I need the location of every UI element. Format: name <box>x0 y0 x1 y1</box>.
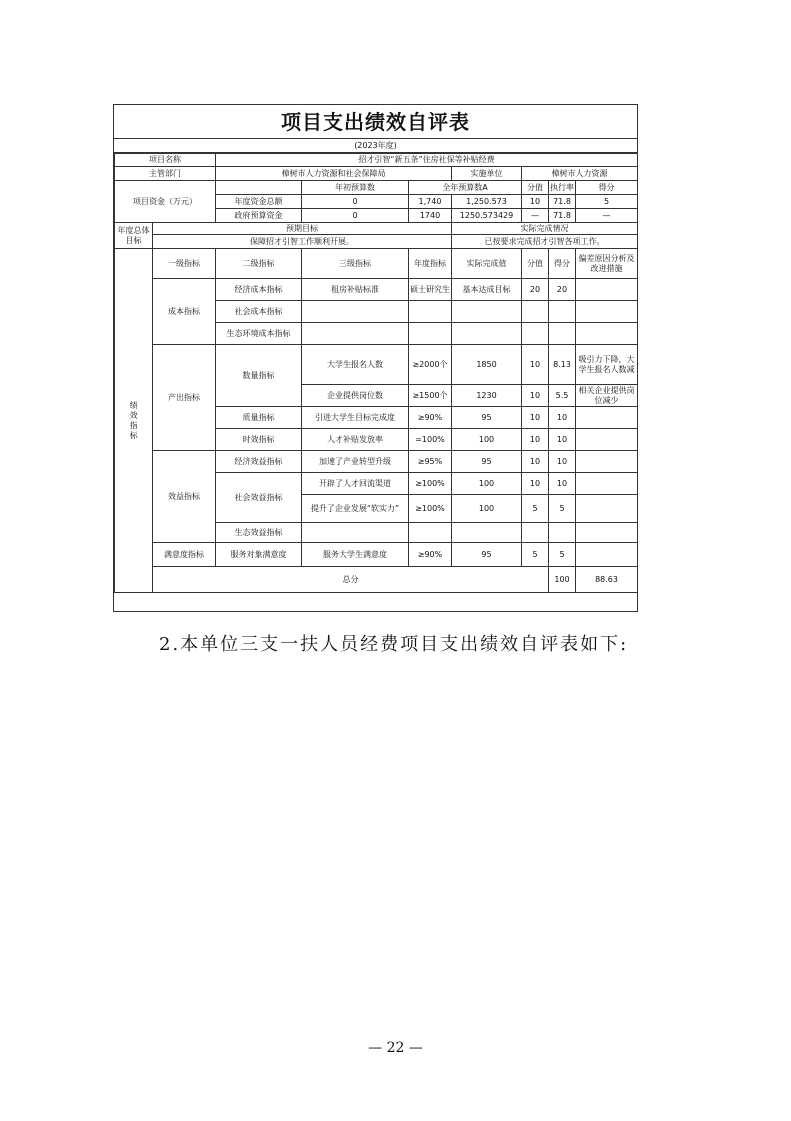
eco-cost-indicator: 生态环境成本指标 <box>216 323 302 345</box>
rent-actual: 基本达成目标 <box>452 279 522 301</box>
time-ind: 人才补贴发放率 <box>302 429 409 451</box>
level3-header: 三级指标 <box>302 249 409 279</box>
econ-benefit-indicator: 经济效益指标 <box>216 451 302 473</box>
total-sv: 100 <box>549 567 576 593</box>
soc2-ind: 提升了企业发展“软实力” <box>302 495 409 523</box>
exec-rate-header: 执行率 <box>549 181 576 195</box>
benefit-indicators: 效益指标 <box>153 451 216 543</box>
q2-target: ≥1500个 <box>409 385 452 407</box>
table-title: 项目支出绩效自评表 <box>114 105 637 139</box>
q1-actual: 1850 <box>452 345 522 385</box>
q2-indicator: 企业提供岗位数 <box>302 385 409 407</box>
gov-full-value: 1740 <box>409 209 452 223</box>
q1-indicator: 大学生报名人数 <box>302 345 409 385</box>
sat-gs: 5 <box>549 543 576 567</box>
rent-indicator: 租房补贴标准 <box>302 279 409 301</box>
sat-actual: 95 <box>452 543 522 567</box>
time-gs: 10 <box>549 429 576 451</box>
service-satisfaction-indicator: 服务对象满意度 <box>216 543 302 567</box>
q2-sv: 10 <box>522 385 549 407</box>
quality-gs: 10 <box>549 407 576 429</box>
timeliness-indicator: 时效指标 <box>216 429 302 451</box>
q2-actual: 1230 <box>452 385 522 407</box>
score-header: 得分 <box>576 181 638 195</box>
quality-ind: 引进大学生目标完成度 <box>302 407 409 429</box>
econ-actual: 95 <box>452 451 522 473</box>
econ-cost-indicator: 经济成本指标 <box>216 279 302 301</box>
actual-completion-text: 已按要求完成招才引智各项工作。 <box>452 235 638 249</box>
econ-target: ≥95% <box>409 451 452 473</box>
sat-sv: 5 <box>522 543 549 567</box>
social-benefit-indicator: 社会效益指标 <box>216 473 302 523</box>
rent-reason <box>576 279 638 301</box>
soc1-gs: 10 <box>549 473 576 495</box>
project-name-label: 项目名称 <box>115 154 216 167</box>
total-full-value: 1,740 <box>409 195 452 209</box>
quality-target: ≥90% <box>409 407 452 429</box>
quantity-indicator: 数量指标 <box>216 345 302 407</box>
output-indicators: 产出指标 <box>153 345 216 451</box>
gov-init-value: 0 <box>302 209 409 223</box>
total-score-label: 总分 <box>153 567 549 593</box>
funds-header-blank <box>216 181 302 195</box>
actual-completion-header: 实际完成情况 <box>452 223 638 235</box>
q1-reason: 吸引力下降，大学生报名人数减 <box>576 345 638 385</box>
soc2-gs: 5 <box>549 495 576 523</box>
performance-indicators-label: 绩效指标 <box>115 249 153 593</box>
reason-header: 偏差原因分析及改进措施 <box>576 249 638 279</box>
sv-header: 分值 <box>522 249 549 279</box>
soc2-sv: 5 <box>522 495 549 523</box>
soc1-ind: 开辟了人才回流渠道 <box>302 473 409 495</box>
sat-target: ≥90% <box>409 543 452 567</box>
section-caption: 2.本单位三支一扶人员经费项目支出绩效自评表如下: <box>159 634 629 655</box>
funds-label: 项目资金（万元） <box>115 181 216 223</box>
project-name-value: 招才引智“新五条”住房社保等补贴经费 <box>216 154 638 167</box>
total-init-value: 0 <box>302 195 409 209</box>
rent-gs: 20 <box>549 279 576 301</box>
expected-goal-text: 保障招才引智工作顺利开展。 <box>153 235 452 249</box>
quality-sv: 10 <box>522 407 549 429</box>
time-target: =100% <box>409 429 452 451</box>
quality-actual: 95 <box>452 407 522 429</box>
gov-funds-label: 政府预算资金 <box>216 209 302 223</box>
expected-goal-header: 预期目标 <box>153 223 452 235</box>
total-funds-label: 年度资金总额 <box>216 195 302 209</box>
evaluation-grid <box>114 153 638 593</box>
social-cost-indicator: 社会成本指标 <box>216 301 302 323</box>
target-header: 年度指标 <box>409 249 452 279</box>
soc2-target: ≥100% <box>409 495 452 523</box>
score-value-header: 分值 <box>522 181 549 195</box>
q1-sv: 10 <box>522 345 549 385</box>
gov-exec-value: 1250.573429 <box>452 209 522 223</box>
gov-score: — <box>576 209 638 223</box>
gov-score-value: — <box>522 209 549 223</box>
total-score: 5 <box>576 195 638 209</box>
level1-header: 一级指标 <box>153 249 216 279</box>
q2-reason: 相关企业提供岗位减少 <box>576 385 638 407</box>
dept-label: 主管部门 <box>115 167 216 181</box>
impl-label: 实施单位 <box>452 167 522 181</box>
eco-benefit-indicator: 生态效益指标 <box>216 523 302 543</box>
init-budget-header: 年初预算数 <box>302 181 409 195</box>
satisfaction-indicators: 满意度指标 <box>153 543 216 567</box>
performance-self-evaluation-table <box>113 104 638 612</box>
full-budget-header: 全年预算数A <box>409 181 522 195</box>
econ-sv: 10 <box>522 451 549 473</box>
econ-ind: 加速了产业转型升级 <box>302 451 409 473</box>
rent-target: 硕士研究生 <box>409 279 452 301</box>
actual-value-header: 实际完成值 <box>452 249 522 279</box>
q1-gs: 8.13 <box>549 345 576 385</box>
level2-header: 二级指标 <box>216 249 302 279</box>
soc1-target: ≥100% <box>409 473 452 495</box>
sat-ind: 服务大学生满意度 <box>302 543 409 567</box>
page-number: — 22 — <box>368 1040 423 1056</box>
table-year: (2023年度) <box>114 139 637 153</box>
quality-indicator: 质量指标 <box>216 407 302 429</box>
soc1-actual: 100 <box>452 473 522 495</box>
q1-target: ≥2000个 <box>409 345 452 385</box>
time-actual: 100 <box>452 429 522 451</box>
total-rate-value: 71.8 <box>549 195 576 209</box>
impl-value: 樟树市人力资源 <box>522 167 638 181</box>
soc1-sv: 10 <box>522 473 549 495</box>
econ-gs: 10 <box>549 451 576 473</box>
time-sv: 10 <box>522 429 549 451</box>
total-exec-value: 1,250.573 <box>452 195 522 209</box>
dept-value: 樟树市人力资源和社会保障局 <box>216 167 452 181</box>
total-score-value: 10 <box>522 195 549 209</box>
gs-header: 得分 <box>549 249 576 279</box>
rent-sv: 20 <box>522 279 549 301</box>
overall-goal-label: 年度总体目标 <box>115 223 153 249</box>
soc2-actual: 100 <box>452 495 522 523</box>
cost-indicators: 成本指标 <box>153 279 216 345</box>
q2-gs: 5.5 <box>549 385 576 407</box>
gov-rate-value: 71.8 <box>549 209 576 223</box>
total-gs: 88.63 <box>576 567 638 593</box>
